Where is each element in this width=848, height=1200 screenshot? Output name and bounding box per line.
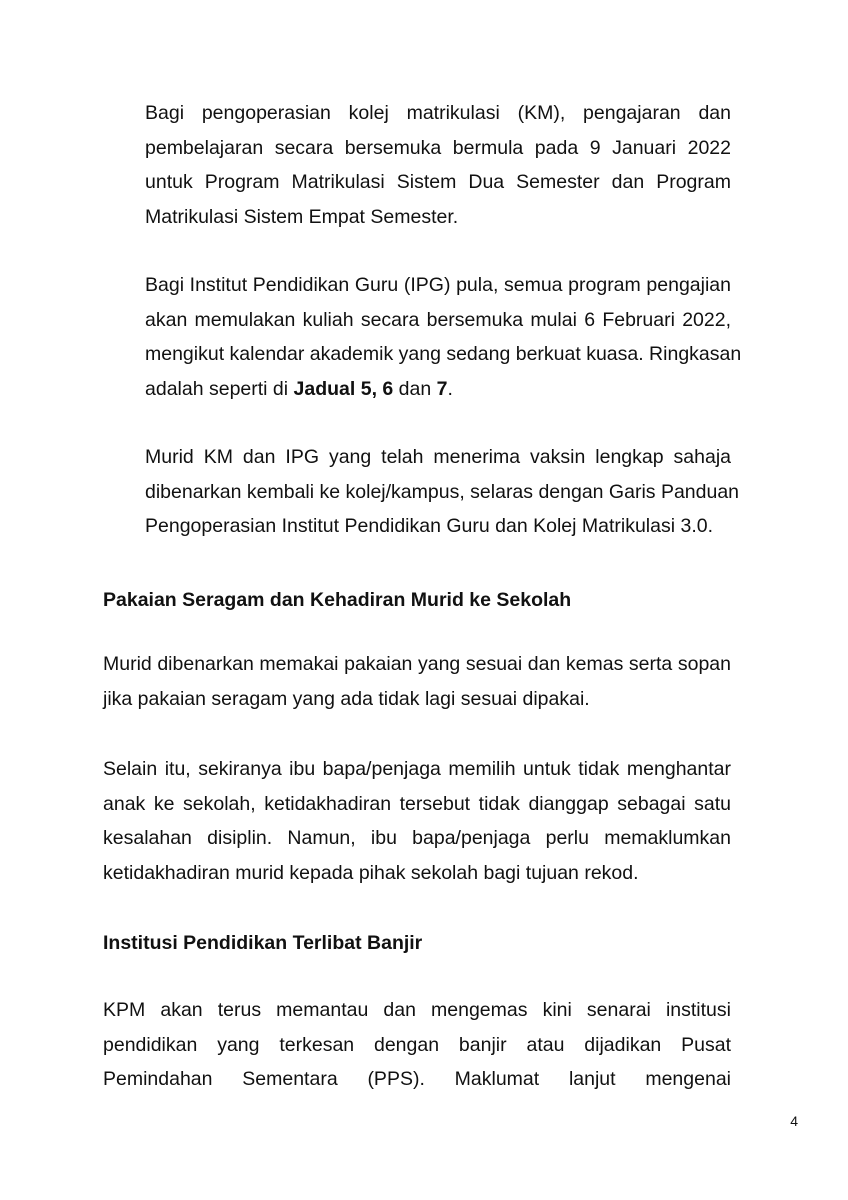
paragraph-pakaian [103,647,731,716]
text-line: Murid KM dan IPG yang telah menerima vaksin lengkap sahaja [145,446,731,468]
text-line: Bagi Institut Pendidikan Guru (IPG) pula, semua program pengajian [145,274,731,296]
text-line: Murid dibenarkan memakai pakaian yang sesuai dan kemas serta sopan [103,653,731,675]
text-line: kesalahan disiplin. Namun, ibu bapa/penjaga perlu memaklumkan [103,827,731,849]
text-line: mengikut kalendar akademik yang sedang berkuat kuasa. Ringkasan [145,343,742,365]
text-line: pembelajaran secara bersemuka bermula pada 9 Januari 2022 [145,136,731,159]
paragraph-vaksin [145,440,740,544]
page-number: 4 [790,1113,798,1129]
text-line: pendidikan yang terkesan dengan banjir atau dijadikan Pusat [103,1033,731,1056]
text-line: untuk Program Matrikulasi Sistem Dua Semester dan Program [145,171,731,193]
text-line: akan memulakan kuliah secara bersemuka mulai 6 Februari 2022, [145,308,731,331]
paragraph-institut-pendidikan-guru [145,268,742,406]
paragraph-kolej-matrikulasi [145,96,731,234]
text-line: ketidakhadiran murid kepada pihak sekolah bagi tujuan rekod. [103,861,639,884]
text-line: jika pakaian seragam yang ada tidak lagi sesuai dipakai. [103,687,590,710]
paragraph-ketidakhadiran [103,752,731,890]
section-heading-banjir: Institusi Pendidikan Terlibat Banjir [103,932,423,954]
text-line: KPM akan terus memantau dan mengemas kini senarai institusi [103,999,731,1021]
paragraph-banjir [103,993,731,1097]
text-line: Selain itu, sekiranya ibu bapa/penjaga memilih untuk tidak menghantar [103,758,731,780]
text-line: Pengoperasian Institut Pendidikan Guru dan Kolej Matrikulasi 3.0. [145,515,714,537]
text-span: . [447,377,453,400]
text-line: dibenarkan kembali ke kolej/kampus, selaras dengan Garis Panduan [145,480,740,503]
text-line: Matrikulasi Sistem Empat Semester. [145,205,459,228]
text-line: anak ke sekolah, ketidakhadiran tersebut tidak dianggap sebagai satu [103,792,731,815]
text-span: dan [393,377,437,400]
text-span: adalah seperti di [145,377,294,400]
text-line: Bagi pengoperasian kolej matrikulasi (KM), pengajaran dan [145,102,731,124]
jadual-reference: 7 [436,377,448,400]
text-line [145,372,731,407]
text-line: Pemindahan Sementara (PPS). Maklumat lanjut mengenai [103,1068,731,1090]
section-heading-pakaian: Pakaian Seragam dan Kehadiran Murid ke Sekolah [103,589,572,611]
jadual-reference: Jadual 5, 6 [293,377,394,400]
